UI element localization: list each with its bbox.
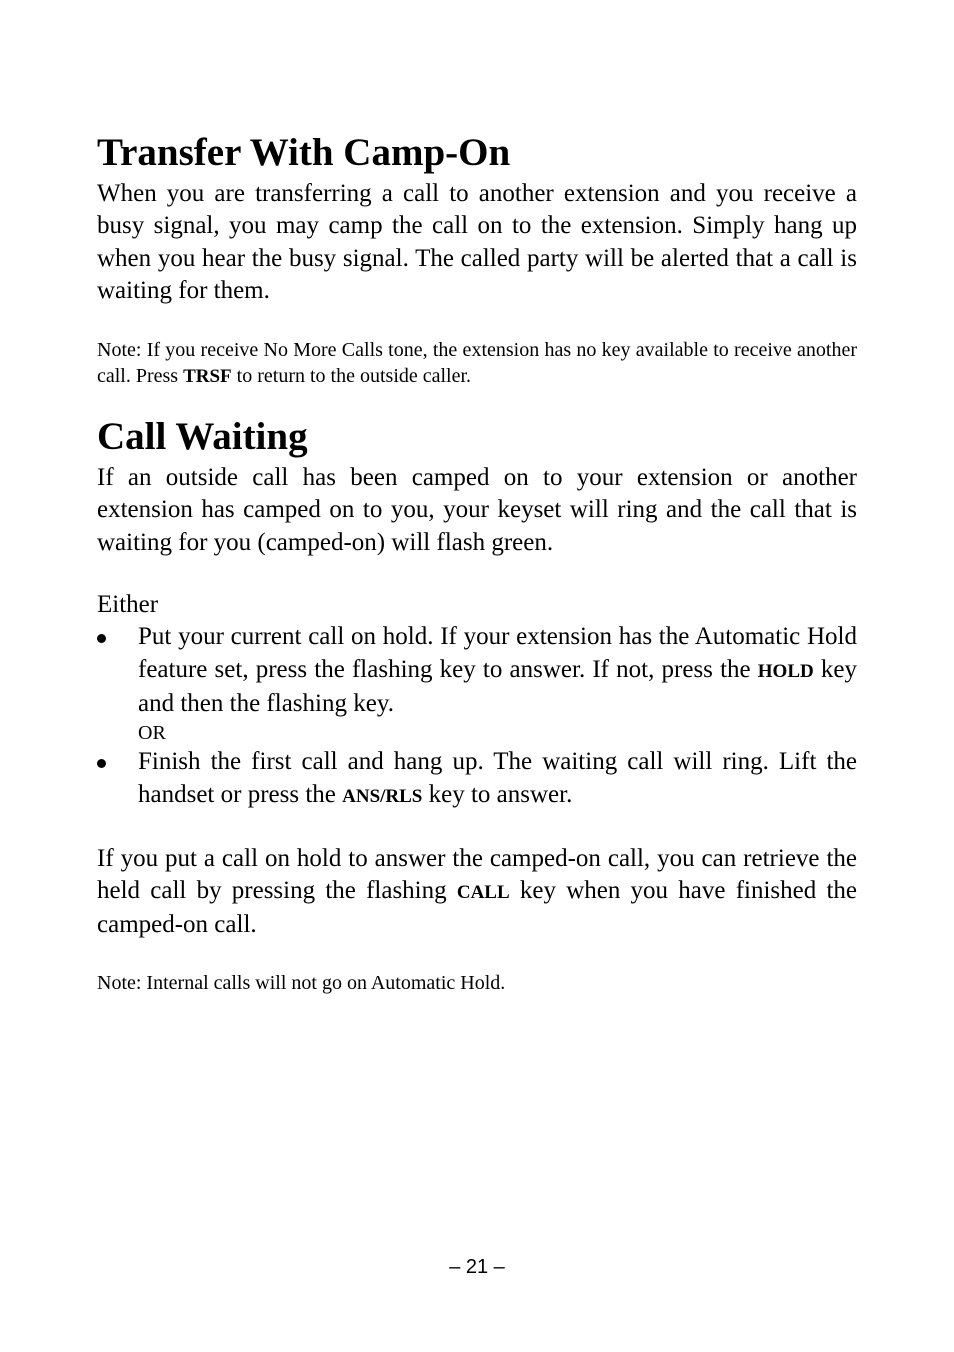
options-list	[97, 621, 857, 720]
page-content	[97, 128, 857, 996]
trsf-key-label: TRSF	[183, 366, 232, 388]
internal-calls-note: Note: Internal calls will not go on Automatic Hold.	[97, 971, 506, 994]
transfer-body: When you are transferring a call to another extension and you receive a busy signal, you may camp the call on to the extension. Simply hang up when you hear the busy signal. The called party will be alerted that a call is waiting for them.	[97, 180, 857, 304]
bullet-icon	[97, 759, 106, 768]
options-list-2	[97, 746, 857, 813]
list-item: Finish the first call and hang up. The waiting call will ring. Lift the handset or press the ANS/RLS key to answer.	[97, 746, 857, 813]
retrieve-held-call-paragraph: If you put a call on hold to answer the camped-on call, you can retrieve the held call by pressing the flashing CALL key when you have finished the camped-on call.	[97, 844, 857, 939]
or-label: OR	[138, 722, 166, 745]
hold-key-label: HOLD	[757, 660, 814, 682]
either-label: Either	[97, 591, 159, 619]
ans-rls-key-label: ANS/RLS	[342, 785, 423, 807]
call-waiting-body: If an outside call has been camped on to your extension or another extension has camped on to you, your keyset will ring and the call that is waiting for you (camped-on) will flash green.	[97, 464, 857, 556]
call-key-label: CALL	[456, 882, 510, 904]
bullet-icon	[97, 634, 106, 643]
section-title-call-waiting: Call Waiting	[97, 415, 308, 459]
page-number: – 21 –	[449, 1256, 505, 1278]
list-item: Put your current call on hold. If your extension has the Automatic Hold feature set, press the flashing key to answer. If not, press the HOLD key and then the flashing key.	[97, 621, 857, 720]
transfer-note: Note: If you receive No More Calls tone, the extension has no key available to receive another call. Press TRSF to return to the outside caller.	[97, 339, 857, 388]
section-title-transfer-camp-on: Transfer With Camp-On	[97, 131, 511, 174]
